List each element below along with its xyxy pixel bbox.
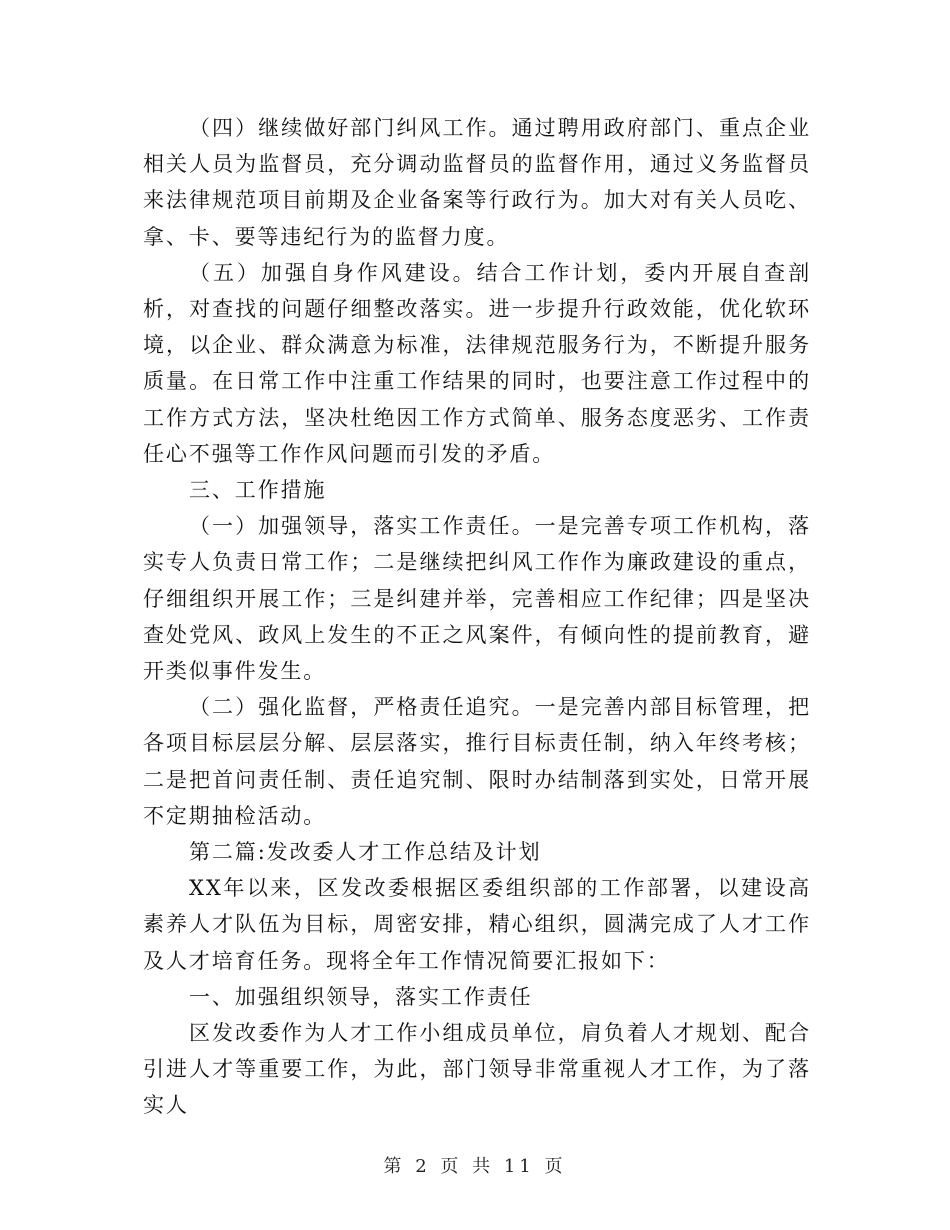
paragraph-section-4: （四）继续做好部门纠风工作。通过聘用政府部门、重点企业相关人员为监督员，充分调动监督员的监督作用，通过义务监督员来法律规范项目前期及企业备案等行政行为。加大对有关人员吃、拿、卡、要等违纪行为的监督力度。 (143, 116, 811, 249)
heading-work-measures: 三、工作措施 (189, 478, 327, 503)
paragraph-section-5: （五）加强自身作风建设。结合工作计划，委内开展自查剖析，对查找的问题仔细整改落实。进一步提升行政效能，优化软环境，以企业、群众满意为标准，法律规范服务行为，不断提升服务质量。在日常工作中注重工作结果的同时，也要注意工作过程中的工作方式方法，坚决杜绝因工作方式简单、服务态度恶劣、工作责任心不强等工作作风问题而引发的矛盾。 (143, 260, 811, 466)
paragraph-intro: XX年以来，区发改委根据区委组织部的工作部署，以建设高素养人才队伍为目标，周密安排，精心组织，圆满完成了人才工作及人才培育任务。现将全年工作情况简要汇报如下： (143, 876, 811, 973)
heading-second-article: 第二篇:发改委人才工作总结及计划 (189, 840, 542, 865)
paragraph-organization: 区发改委作为人才工作小组成员单位，肩负着人才规划、配合引进人才等重要工作，为此，部门领导非常重视人才工作，为了落实人 (143, 1021, 811, 1118)
document-body (143, 110, 811, 1124)
page-number-footer: 第 2 页 共 11 页 (383, 1156, 567, 1177)
paragraph-measure-1: （一）加强领导，落实工作责任。一是完善专项工作机构，落实专人负责日常工作；二是继续把纠风工作作为廉政建设的重点，仔细组织开展工作；三是纠建并举，完善相应工作纪律；四是坚决查处党风、政风上发生的不正之风案件，有倾向性的提前教育，避开类似事件发生。 (143, 514, 811, 684)
paragraph-measure-2: （二）强化监督，严格责任追究。一是完善内部目标管理，把各项目标层层分解、层层落实，推行目标责任制，纳入年终考核；二是把首问责任制、责任追究制、限时办结制落到实处，日常开展不定期抽检活动。 (143, 695, 811, 828)
heading-organization: 一、加强组织领导，落实工作责任 (189, 984, 533, 1009)
